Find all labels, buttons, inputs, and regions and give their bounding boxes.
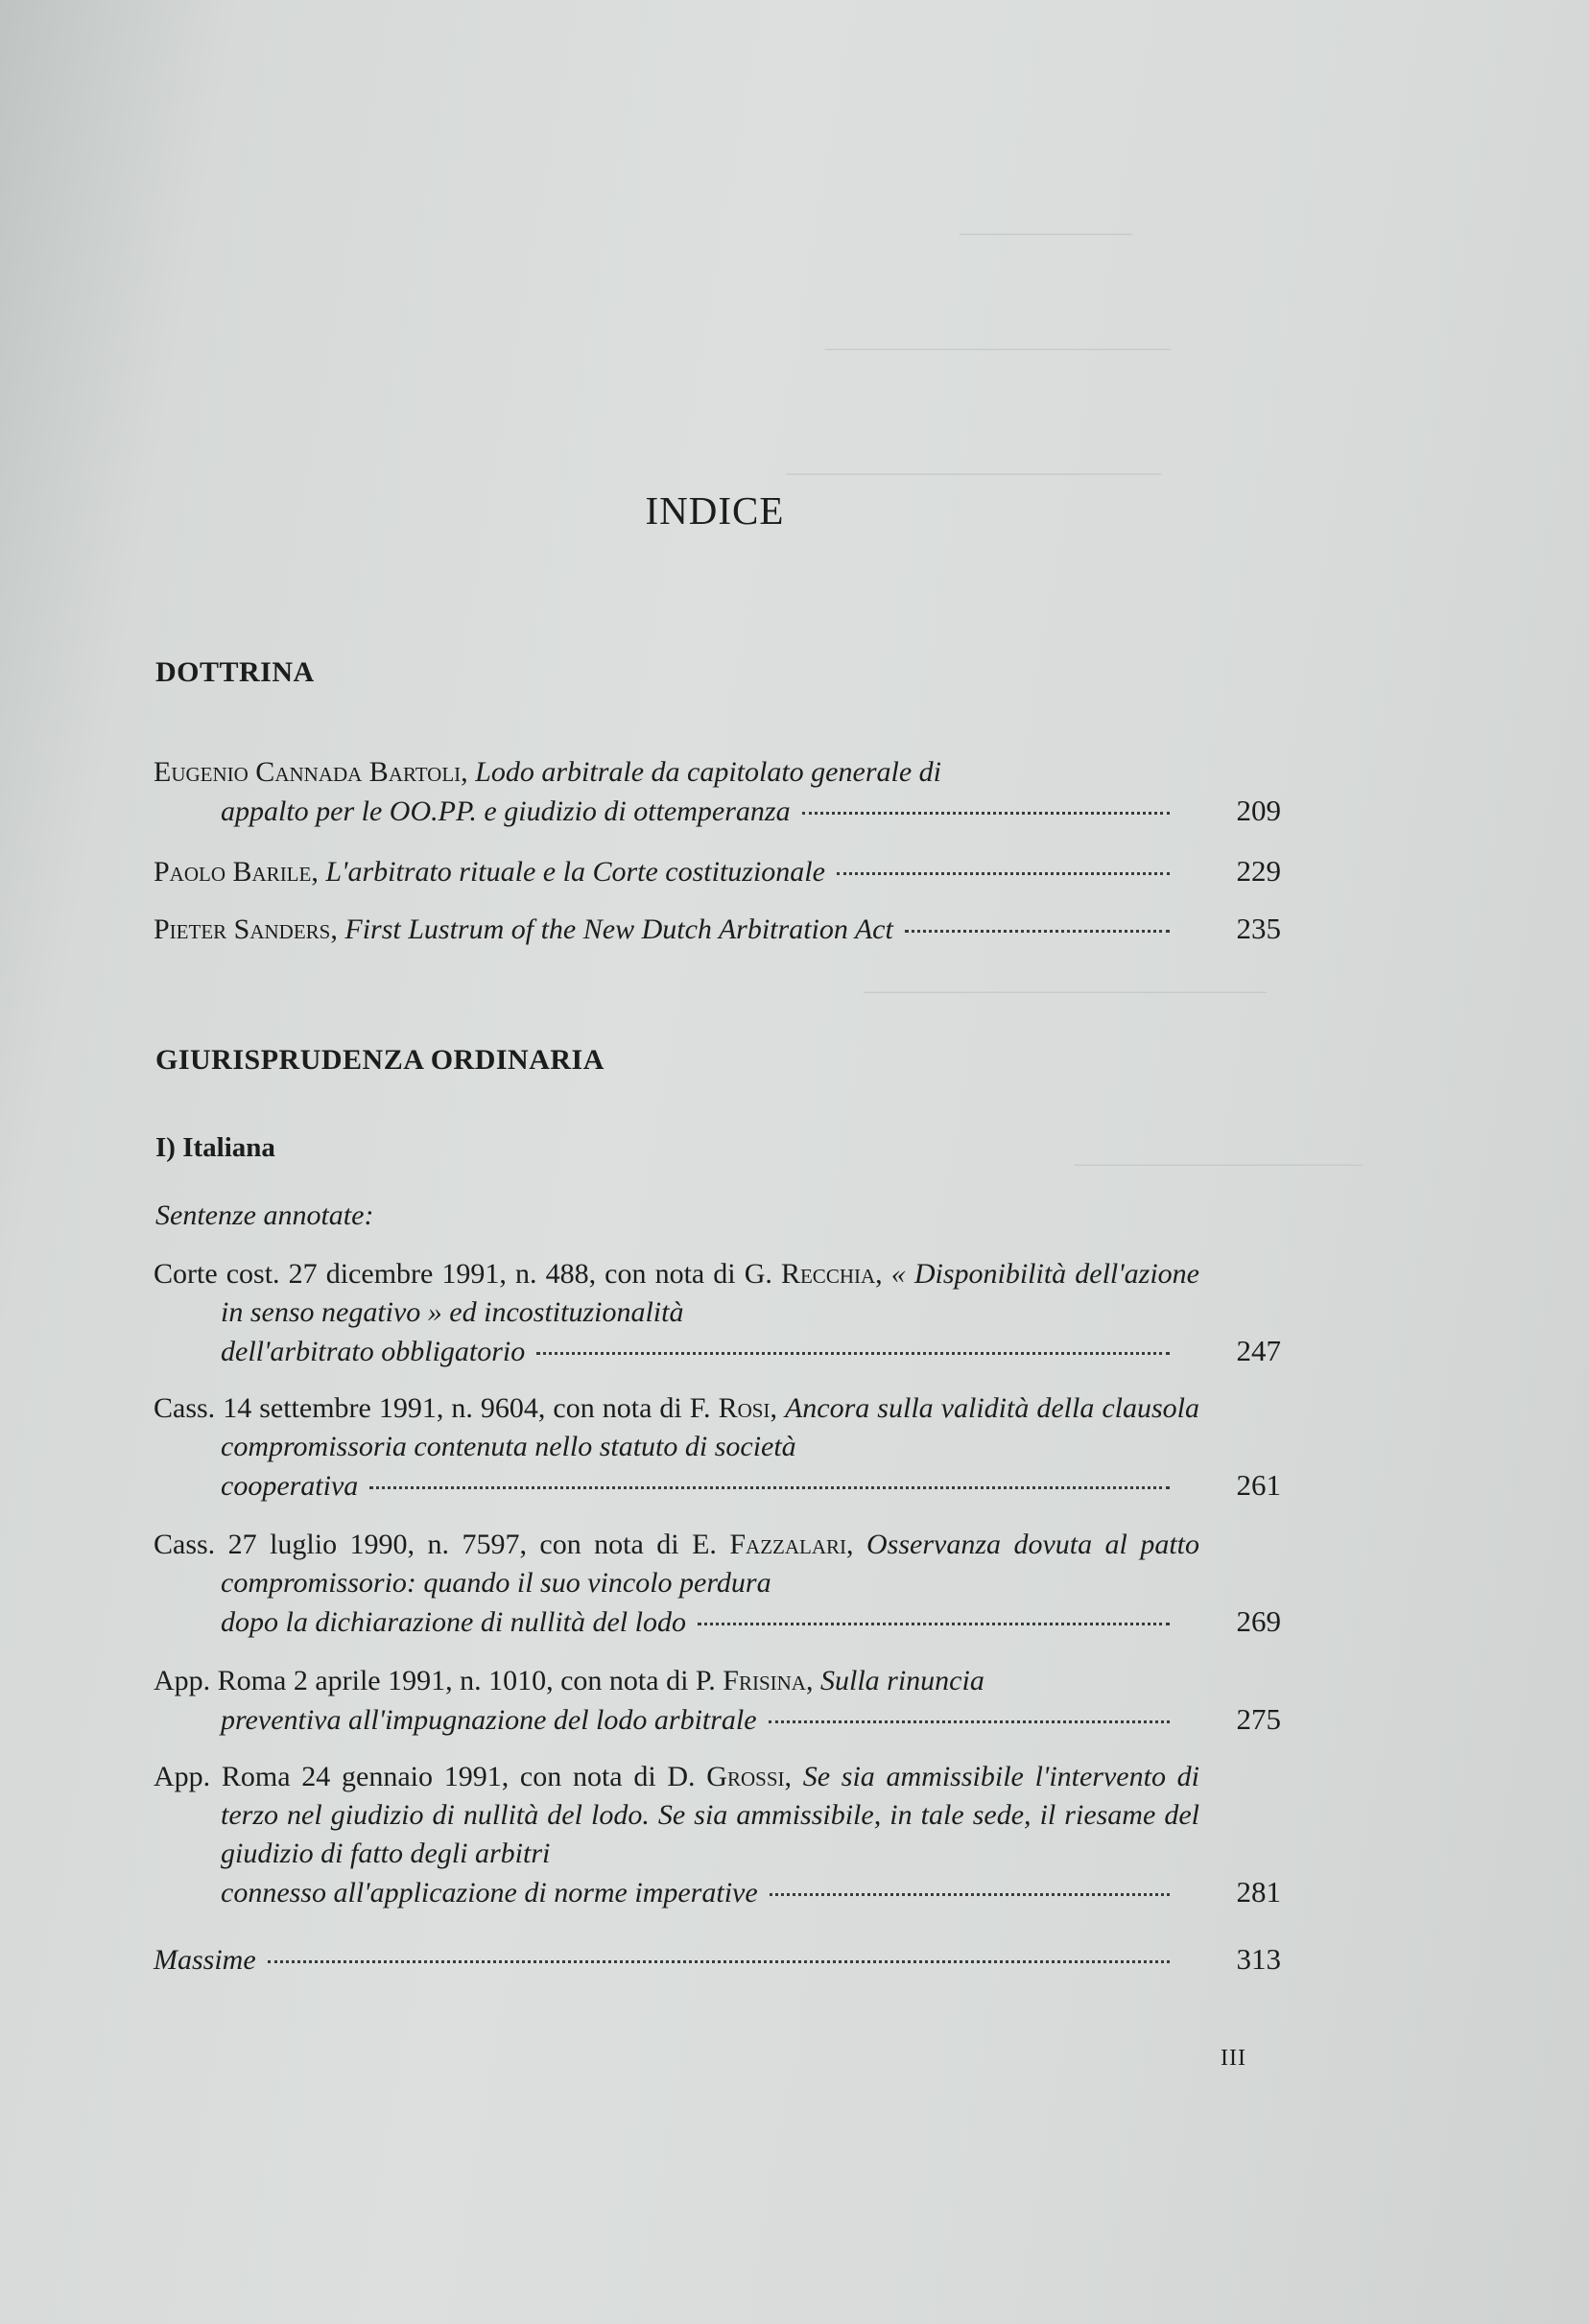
entry-author: Paolo Barile	[154, 856, 312, 888]
toc-entry: Paolo Barile, L'arbitrato rituale e la Corte costituzionale 229	[154, 852, 1281, 891]
page-title: INDICE	[645, 488, 785, 533]
entry-title: Sulla rinuncia	[819, 1665, 984, 1696]
leader-dots	[268, 1960, 1170, 1963]
entry-title-cont: dopo la dichiarazione di nullità del lodo	[221, 1606, 686, 1638]
subsection-heading-italiana: I) Italiana	[155, 1132, 275, 1163]
entry-annotator: Frisina	[723, 1665, 806, 1696]
entry-title-cont: dell'arbitrato obbligatorio	[221, 1336, 526, 1367]
leader-dots	[369, 1486, 1170, 1489]
section-heading-dottrina: DOTTRINA	[155, 656, 315, 688]
leader-dots	[802, 812, 1170, 815]
page-number: 261	[1236, 1468, 1281, 1502]
entry-title: Ancora sulla validità della clausola compromissoria contenuta nello statuto di società	[221, 1392, 1200, 1462]
leader-dots	[837, 872, 1170, 875]
leader-dots	[536, 1352, 1170, 1355]
toc-entry	[154, 1255, 1281, 1371]
leader-dots	[769, 1720, 1170, 1723]
entry-annotator: Recchia	[780, 1258, 876, 1290]
entry-annotator: Rosi	[718, 1392, 771, 1424]
entry-lead: App. Roma 2 aprile 1991, n. 1010, con nota di P.	[154, 1665, 723, 1696]
entry-title: First Lustrum of the New Dutch Arbitration Act	[344, 913, 893, 945]
bleed-through-text: __________________________	[787, 446, 1161, 478]
page-number: 313	[1236, 1942, 1281, 1976]
entry-title: Lodo arbitrale da capitolato generale di	[475, 756, 941, 788]
sentenze-label: Sentenze annotate:	[155, 1199, 374, 1231]
entry-annotator: Grossi	[706, 1761, 785, 1792]
entry-lead: Cass. 27 luglio 1990, n. 7597, con nota di E.	[154, 1529, 730, 1560]
toc-entry: Eugenio Cannada Bartoli, Lodo arbitrale da capitolato generale di appalto per le OO.PP. e giudizio di ottemperanza 209	[154, 753, 1281, 831]
separator: ,	[805, 1665, 820, 1696]
page-number: 209	[1236, 794, 1281, 827]
separator: ,	[875, 1258, 891, 1290]
entry-title-cont: appalto per le OO.PP. e giudizio di ottemperanza	[221, 795, 791, 827]
bleed-through-text: ____________________________	[864, 964, 1267, 996]
page-number: 229	[1236, 854, 1281, 888]
entry-title-cont: preventiva all'impugnazione del lodo arbitrale	[221, 1704, 757, 1736]
bleed-through-text: ____________	[960, 206, 1132, 238]
entry-lead: Corte cost. 27 dicembre 1991, n. 488, con nota di G.	[154, 1258, 781, 1290]
toc-entry: Pieter Sanders, First Lustrum of the New Dutch Arbitration Act 235	[154, 910, 1281, 949]
leader-dots	[698, 1623, 1170, 1625]
toc-entry	[154, 1526, 1281, 1642]
toc-entry	[154, 1662, 1281, 1740]
entry-title: L'arbitrato rituale e la Corte costituzionale	[325, 856, 825, 888]
entry-title-cont: cooperativa	[221, 1470, 359, 1502]
entry-lead: Cass. 14 settembre 1991, n. 9604, con nota di F.	[154, 1392, 719, 1424]
entry-title-cont: connesso all'applicazione di norme imperative	[221, 1877, 758, 1909]
page-number: 235	[1236, 912, 1281, 945]
entry-lead: App. Roma 24 gennaio 1991, con nota di D.	[154, 1761, 707, 1792]
entry-title: « Disponibilità dell'azione in senso negativo » ed incostituzionalità	[221, 1258, 1199, 1328]
entry-author: Eugenio Cannada Bartoli	[154, 756, 462, 788]
page-number: 247	[1236, 1334, 1281, 1367]
entry-author: Pieter Sanders	[154, 913, 331, 945]
leader-dots	[770, 1893, 1170, 1896]
page-number: 275	[1236, 1702, 1281, 1736]
toc-entry	[154, 1389, 1281, 1506]
page-number: 281	[1236, 1875, 1281, 1909]
leader-dots	[905, 930, 1170, 933]
toc-entry	[154, 1758, 1281, 1912]
folio-number: III	[1221, 2046, 1246, 2071]
separator: ,	[770, 1392, 785, 1424]
entry-title: Se sia ammissibile l'intervento di terzo nel giudizio di nullità del lodo. Se sia ammissibile, in tale sede, il riesame del giudizio di fatto degli arbitri	[221, 1761, 1200, 1869]
entry-annotator: Fazzalari	[729, 1529, 847, 1560]
section-heading-giurisprudenza: GIURISPRUDENZA ORDINARIA	[155, 1044, 605, 1076]
toc-entry-massime	[154, 1940, 1281, 1980]
entry-title: Osservanza dovuta al patto compromissorio: quando il suo vincolo perdura	[221, 1529, 1200, 1599]
page-number: 269	[1236, 1604, 1281, 1638]
bleed-through-text: ____________________	[1075, 1137, 1363, 1169]
massime-label: Massime	[154, 1944, 256, 1976]
separator: ,	[846, 1529, 866, 1560]
separator: ,	[784, 1761, 803, 1792]
bleed-through-text: ________________________	[825, 321, 1171, 353]
